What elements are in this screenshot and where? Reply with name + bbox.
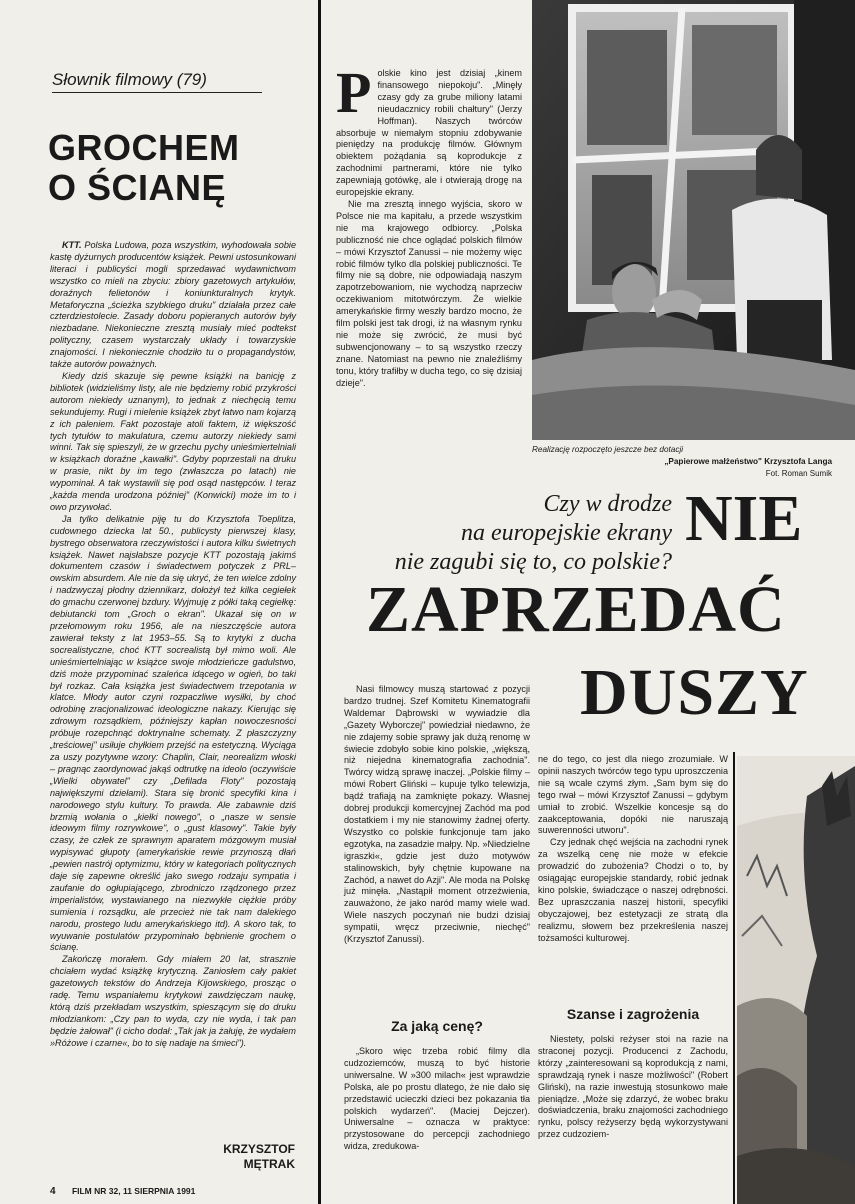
photo-credit: Fot. Roman Sumik	[765, 469, 832, 478]
deck-line-2: na europejskie ekrany	[460, 520, 672, 546]
series-label: Słownik filmowy (79)	[52, 70, 262, 93]
main-article-column-3-continued	[538, 1034, 728, 1141]
headline-word-zaprzedac: ZAPRZEDAĆ	[366, 573, 786, 646]
author-last-name: MĘTRAK	[243, 1157, 295, 1171]
author-first-name: KRZYSZTOF	[223, 1142, 295, 1156]
caption-line-2: „Papierowe małżeństwo" Krzysztofa Langa	[664, 457, 832, 466]
winter-landscape-illustration	[737, 756, 855, 1204]
left-headline-line-1: GROCHEM	[48, 127, 240, 168]
main-article-column-2-continued	[344, 1046, 530, 1153]
headline-word-nie: NIE	[685, 482, 803, 555]
main-intro-text: olskie kino jest dzisiaj „kinem finansowego niepokoju". „Minęły czasy gdy za grube miliony latami nieudacznicy robili chałtury" (Jerzy Hoffman). Naszych twórców absorbuje w niemałym stopniu zdobywanie pieniędzy na produkcję filmów. Głównym obiektem pożądania są koprodukcje z zachodnimi partnerami, które nie tylko zapewniają gotówkę, ale i otwierają drogę na europejskie ekrany.	[336, 68, 522, 198]
drop-cap: P	[336, 60, 372, 125]
film-still-illustration	[532, 0, 855, 440]
left-paragraph-4: Zakończę morałem. Gdy miałem 20 lat, strasznie chciałem wydać książkę krytyczną. Zaniosłem cały pakiet gazetowych tekstów do Andrzeja Kijowskiego, prosząc o radę. Temu wspaniałemu krytykowi zawdzięczam naukę, którą dziś przekładam wszystkim, spieszącym się do druku młodziankom: „Czy pan to wyda, czy nie wyda, i tak pan będzie żałował" (i cicho dodał: „Tak jak ja żałuję, że wydałem »Różowe i czarne«, bo to się nadaje na śmieci").	[50, 954, 296, 1048]
col3-paragraph-2: Czy jednak chęć wejścia na zachodni rynek za wszelką cenę nie może w efekcie prowadzić do zubożenia? Chodzi o to, by osiągając europejskie standardy, robić jednak kino polskie, świadczące o naszej odrębności. Bez upraszczania naszej historii, specyfiki obyczajowej, bez estetyzacji ze stratą dla realizmu, słowem bez przekreślenia naszej tożsamości kulturowej.	[538, 837, 728, 943]
left-article-headline	[48, 128, 278, 208]
main-paragraph-2: Nie ma zresztą innego wyjścia, skoro w Polsce nie ma kapitału, a przede wszystkim nie ma krajowego odbiorcy. „Polska publiczność nie chce oglądać polskich filmów – mówi Krzysztof Zanussi – nie możemy więc robić filmów tylko dla polskiej publiczności. Te filmy nie są dobre, nie odpowiadają naszym zapotrzebowaniom, nie wychodzą naprzeciw oczekiwaniom mitotwórczym. Że wielkie amerykańskie firmy weszły bardzo mocno, że film polski jest tak drogi, iż na własnym rynku nie może się zwrócić, że musi być subwencjonowany – to są wszystko rzeczy znane. Natomiast na pewno nie znaleźliśmy tonu, który trafiłby w ducha tego, co się dzisiaj dzieje".	[336, 198, 522, 388]
left-headline-line-2: O ŚCIANĘ	[48, 167, 227, 208]
left-intro-lead: KTT.	[62, 240, 82, 250]
column-divider-main	[318, 0, 321, 1204]
col2-paragraph-2: „Skoro więc trzeba robić filmy dla cudzoziemców, muszą to być historie uniwersalne. W »300 milach« jest wprawdzie Polska, ale po prostu dlatego, że nie dało się przedstawić ucieczki dzieci bez pokazania tła polskich wydarzeń". (Maciej Dejczer). Uniwersalne – oznacza w praktyce: przystosowane do percepcji zachodniego widza, zredukowa-	[344, 1046, 530, 1152]
left-article-body	[50, 240, 296, 1050]
left-paragraph-2: Kiedy dziś skazuje się pewne książki na banicję z bibliotek (widzieliśmy listy, ale nie będziemy robić przykrości autorom niekiedy uznanym), to jednak z niechęcią temu sekundujemy. Rugi i mielenie książek zbyt łatwo nam kojarzą z ich paleniem. Fakt pozostaje atoli faktem, iż większość tych tytułów to makulatura, czemu autorzy niekiedy sami winni. Tak się spieszyli, że w grzechu pychy unieśmiertelniali w książkach doraźne „kawałki". Gdyby poprzestali na druku w prasie, nikt by im tego (zwłaszcza po latach) nie wypominał. A tak wystawili się pod osąd następców. I teraz „każda menda urodzona później" (Konwicki) może im to i owo przywołać.	[50, 370, 296, 512]
headline-word-duszy: DUSZY	[580, 656, 809, 729]
subhead-szanse-i-zagrozenia: Szanse i zagrożenia	[566, 1006, 700, 1022]
photo-caption	[532, 444, 832, 480]
author-signature	[200, 1142, 295, 1172]
col3-paragraph-3: Niestety, polski reżyser stoi na razie na straconej pozycji. Producenci z Zachodu, którzy „zainteresowani są koprodukcją z nami, sprawdzają rynek i nasze możliwości" (Robert Gliński), na razie inwestują stosunkowo małe pieniądze. „Może się zdarzyć, że wobec braku doświadczenia, braku znajomości zachodniego rynku, polscy reżyserzy będą wykorzystywani przez cudzoziem-	[538, 1034, 728, 1140]
left-paragraph-3: Ja tylko delikatnie piję tu do Krzysztofa Toeplitza, cudownego dziecka lat 50., publicysty pierwszej klasy, bystrego obserwatora rzeczywistości i autora kilku świetnych książek. Nawet najsłabsze pozycje KTT pozostają jakimś dokumentem czasów i świadectwem potyczek z PRL–owskim absurdem. Ale nie da się ukryć, że ten wielce zdolny i nadzwyczaj płodny dziennikarz, dołożył też kilka cegiełek do gmachu czerwonej bzdury. Wyjmuję z półki taką cegiełkę: debiutancki tom „Groch o ekran". Ukazał się on w przełomowym roku 1956, ale na nieszczęście autora zawierał teksty z lat 1953–55. Są to krytyki z ducha socrealistyczne, choć KTT socrealistą był mimo woli. Ale unieśmiertelniając w książce swoje młodzieńcze gadulstwo, dziś może przypominać szaleńca idącego w ogień, bo taki był rozkaz. Cała książka jest świadectwem trzepotania w klatce. Młody autor czyni rozpaczliwe wysiłki, by choć odrobinę zracjonalizować ideologiczne nakazy. Kierując się zdrowym rozsądkiem, późniejszy kapłan nowoczesności próbuje rozepchnąć doktrynalne schematy. Z płaszczyzny „treściowej" usiłuje chyłkiem przejść na estetyczną. Wyciąga za uszy pozytywne wzory: Chaplin, Clair, neorealizm włoski – pragnąc zaordynować jakąś odtrutkę na ideolo (oczywiście „Wielki obywatel" czy „Defilada Floty" pozostają największymi dziełami). Stara się bronić specyfiki kina i narodowego stylu kultury. To prawda. Ale zabawnie dziś brzmią wołania o „kiełki nowego", o „nasze w sensie ideowym filmy rozrywkowe", o „gust klasowy". Takie były czasy, że człek ze sprawnym aparatem mózgowym musiał wypisywać głupoty (amerykańskie rewie przynoszą dłań „pewien nastrój optymizmu, który w kategoriach politycznych daje się zapewne określić jako swego rodzaju sympatia i zaufanie do ogłupiającego, zbrodniczo rządzonego przez imperialistów, wystawianego na niezwykłe ciężkie próby sumienia i rozsądku, ale przecież nie tak nam dalekiego narodu, prostego ludu amerykańskiego itd). A skoro tak, to wyuwanie postulatów przypominało bębnienie grochem o ścianę.	[50, 513, 296, 953]
main-article-column-2	[344, 684, 530, 946]
main-intro-paragraph	[336, 60, 522, 199]
page-number: 4	[50, 1186, 56, 1197]
subhead-za-jaka-cene: Za jaką cenę?	[391, 1018, 483, 1034]
issue-line: FILM NR 32, 11 SIERPNIA 1991	[71, 1186, 196, 1196]
col2-paragraph-1: Nasi filmowcy muszą startować z pozycji bardzo trudnej. Szef Komitetu Kinematografii Waldemar Dąbrowski w wywiadzie dla „Gazety Wyborczej" powiedział niedawno, że nie zdajemy sobie sprawy jak dużą renomę w świecie zdobyło sobie kino polskie, „większą, niż niejedna kinematografia zachodnia". Twórcy widzą sprawę inaczej. „Polskie filmy – mówi Robert Gliński – kupuje tylko telewizja, bądź trafiają na zamknięte pokazy. Własnej dobrej produkcji komercyjnej Zachód ma pod dostatkiem i my nie stanowimy żadnej oferty. Wszystko co polskie funkcjonuje tam jako egzotyka, na zasadzie małpy. Np. »Niedzielne igraszki«, gdzie jest dużo motywów stalinowskich, były chętnie kupowane na Zachód, a nawet do Azji". Ale moda na Polskę już minęła. „Nastąpił moment otrzeźwienia, zauważono, że jako naród mamy wiele wad. Wiele naszych poczynań nie budzi dzisiaj sympatii, wręcz przeciwnie, niechęć" (Krzysztof Zanussi).	[344, 684, 530, 945]
main-article-column-3	[538, 754, 728, 945]
article-deck	[380, 490, 672, 577]
column-divider-right	[733, 752, 735, 1204]
winter-landscape-photo	[737, 756, 855, 1204]
caption-line-1: Realizację rozpoczęto jeszcze bez dotacji	[532, 445, 684, 454]
deck-line-1: Czy w drodze	[543, 491, 672, 517]
col3-paragraph-1: ne do tego, co jest dla niego zrozumiałe. W opinii naszych twórców tego typu uproszczenia nie są wcale czymś złym. „Sam bym się do tego rwał – mówi Krzysztof Zanussi – gdybym umiał to zrobić. Wszelkie koncesje są do zaakceptowania, dopóki nie naruszają suwerenności utworu".	[538, 754, 728, 836]
deck-line-3: nie zagubi się to, co polskie?	[394, 549, 672, 575]
left-intro-paragraph	[50, 240, 296, 371]
film-still-photo	[532, 0, 855, 440]
page-footer	[50, 1186, 310, 1197]
left-intro-text: Polska Ludowa, poza wszystkim, wyhodowała sobie kastę dyżurnych producentów książek. Pewni ustosunkowani literaci i publicyści mogli sprzedawać wydawnictwom wszystko co mieli na zbyciu: zbiory gazetowych artykułów, doraźnych felietonów i koniunkturalnych krytyk. Metaforyczna „ścieżka szybkiego druku" działała przez całe czterdziestolecie. Zasady doboru popieranych autorów były niezbadane. Niekonieczne zresztą musiały mieć podtekst polityczny, czasem wystarczały układy i towarzyskie znajomości. I niekoniecznie chodziło tu o propagandystów, także autorów poważnych.	[50, 240, 296, 370]
main-article-intro	[336, 60, 522, 389]
